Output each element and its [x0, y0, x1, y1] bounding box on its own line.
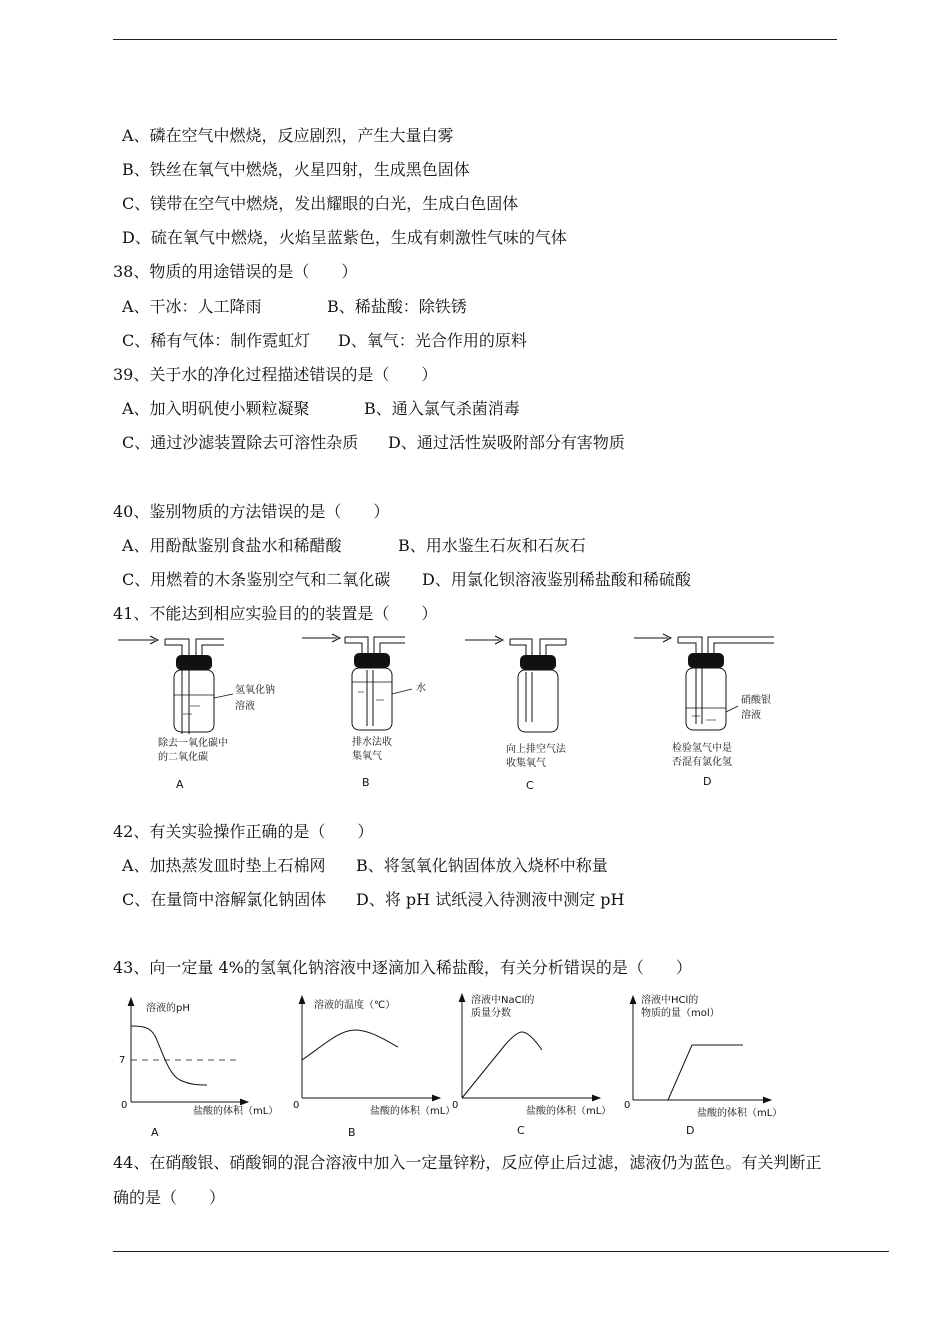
q40-option-d: D、用氯化钡溶液鉴别稀盐酸和稀硫酸 [422, 570, 691, 589]
q39-option-c: C、通过沙滤装置除去可溶性杂质 [122, 433, 359, 452]
graph-c-xlabel: 盐酸的体积（mL） [526, 1106, 612, 1117]
graph-d-ylabel-1: 溶液中HCl的 [641, 995, 699, 1006]
apparatus-d-caption-2: 否混有氯化氢 [672, 757, 732, 768]
q37-option-a: A、磷在空气中燃烧，反应剧烈，产生大量白雾 [122, 126, 454, 145]
apparatus-c-letter: C [526, 779, 534, 792]
q42-option-c: C、在量筒中溶解氯化钠固体 [122, 890, 327, 909]
q42-stem: 42、有关实验操作正确的是（ ） [113, 822, 374, 841]
q37-option-d: D、硫在氧气中燃烧，火焰呈蓝紫色，生成有刺激性气味的气体 [122, 228, 567, 247]
apparatus-a-letter: A [176, 778, 184, 791]
graph-c-ylabel-2: 质量分数 [471, 1008, 511, 1019]
q38-stem: 38、物质的用途错误的是（ ） [113, 262, 358, 281]
graph-b-letter: B [348, 1126, 356, 1139]
q39-option-a: A、加入明矾使小颗粒凝聚 [122, 399, 310, 418]
apparatus-d-label-1: 硝酸银 [741, 695, 771, 706]
apparatus-b-caption-1: 排水法收 [352, 737, 392, 748]
q44-line-1: 44、在硝酸银、硝酸铜的混合溶液中加入一定量锌粉，反应停止后过滤，滤液仍为蓝色。有关判断正 [113, 1153, 822, 1172]
graph-a-ytick: 7 [119, 1055, 126, 1066]
apparatus-d-label-2: 溶液 [741, 710, 761, 721]
apparatus-d-letter: D [703, 775, 712, 788]
q38-option-b: B、稀盐酸：除铁锈 [327, 297, 467, 316]
q40-option-c: C、用燃着的木条鉴别空气和二氧化碳 [122, 570, 391, 589]
q42-option-b: B、将氢氧化钠固体放入烧杯中称量 [356, 856, 608, 875]
graph-a-letter: A [151, 1126, 159, 1139]
apparatus-b-caption-2: 集氧气 [352, 751, 382, 762]
apparatus-a-caption-1: 除去一氧化碳中 [158, 738, 228, 749]
q40-option-a: A、用酚酞鉴别食盐水和稀醋酸 [122, 536, 342, 555]
footer-rule [113, 1251, 889, 1252]
q38-option-a: A、干冰：人工降雨 [122, 297, 262, 316]
q42-option-d: D、将 pH 试纸浸入待测液中测定 pH [356, 890, 625, 909]
apparatus-c-caption-2: 收集氧气 [506, 758, 546, 769]
apparatus-d-caption-1: 检验氢气中是 [672, 743, 732, 754]
q37-option-c: C、镁带在空气中燃烧，发出耀眼的白光，生成白色固体 [122, 194, 519, 213]
apparatus-a-label-1: 氢氧化钠 [235, 685, 275, 696]
apparatus-b-letter: B [362, 776, 370, 789]
q37-option-b: B、铁丝在氧气中燃烧，火星四射，生成黑色固体 [122, 160, 470, 179]
graph-a [119, 998, 278, 1139]
q39-stem: 39、关于水的净化过程描述错误的是（ ） [113, 365, 438, 384]
q38-option-c: C、稀有气体：制作霓虹灯 [122, 331, 311, 350]
graph-c-letter: C [517, 1124, 525, 1137]
q43-stem: 43、向一定量 4%的氢氧化钠溶液中逐滴加入稀盐酸，有关分析错误的是（ ） [113, 958, 692, 977]
q39-option-d: D、通过活性炭吸附部分有害物质 [388, 433, 625, 452]
graph-c [452, 993, 611, 1137]
graph-d-letter: D [686, 1124, 695, 1137]
q39-option-b: B、通入氯气杀菌消毒 [364, 399, 520, 418]
apparatus-a-label-2: 溶液 [235, 701, 255, 712]
graph-a-ylabel: 溶液的pH [146, 1003, 190, 1014]
graph-c-origin: 0 [452, 1100, 459, 1111]
graph-b-origin: 0 [293, 1100, 300, 1111]
q40-stem: 40、鉴别物质的方法错误的是（ ） [113, 502, 390, 521]
q44-line-2: 确的是（ ） [113, 1188, 226, 1207]
graph-a-origin: 0 [121, 1100, 128, 1111]
q41-stem: 41、不能达到相应实验目的的装置是（ ） [113, 604, 438, 623]
graph-d-xlabel: 盐酸的体积（mL） [697, 1108, 783, 1119]
apparatus-a-caption-2: 的二氧化碳 [158, 752, 208, 763]
graph-b-xlabel: 盐酸的体积（mL） [370, 1106, 456, 1117]
graph-d-ylabel-2: 物质的量（mol） [641, 1008, 720, 1019]
apparatus-b-label-1: 水 [416, 683, 426, 694]
graph-a-xlabel: 盐酸的体积（mL） [193, 1106, 279, 1117]
graph-b [293, 996, 455, 1139]
graph-d-origin: 0 [624, 1100, 631, 1111]
q40-option-b: B、用水鉴生石灰和石灰石 [398, 536, 586, 555]
apparatus-c-caption-1: 向上排空气法 [506, 744, 566, 755]
q42-option-a: A、加热蒸发皿时垫上石棉网 [122, 856, 326, 875]
q38-option-d: D、氧气：光合作用的原料 [338, 331, 527, 350]
graph-b-ylabel: 溶液的温度（℃） [314, 1000, 396, 1011]
graph-d [624, 993, 782, 1137]
graph-c-ylabel-1: 溶液中NaCl的 [471, 995, 535, 1006]
